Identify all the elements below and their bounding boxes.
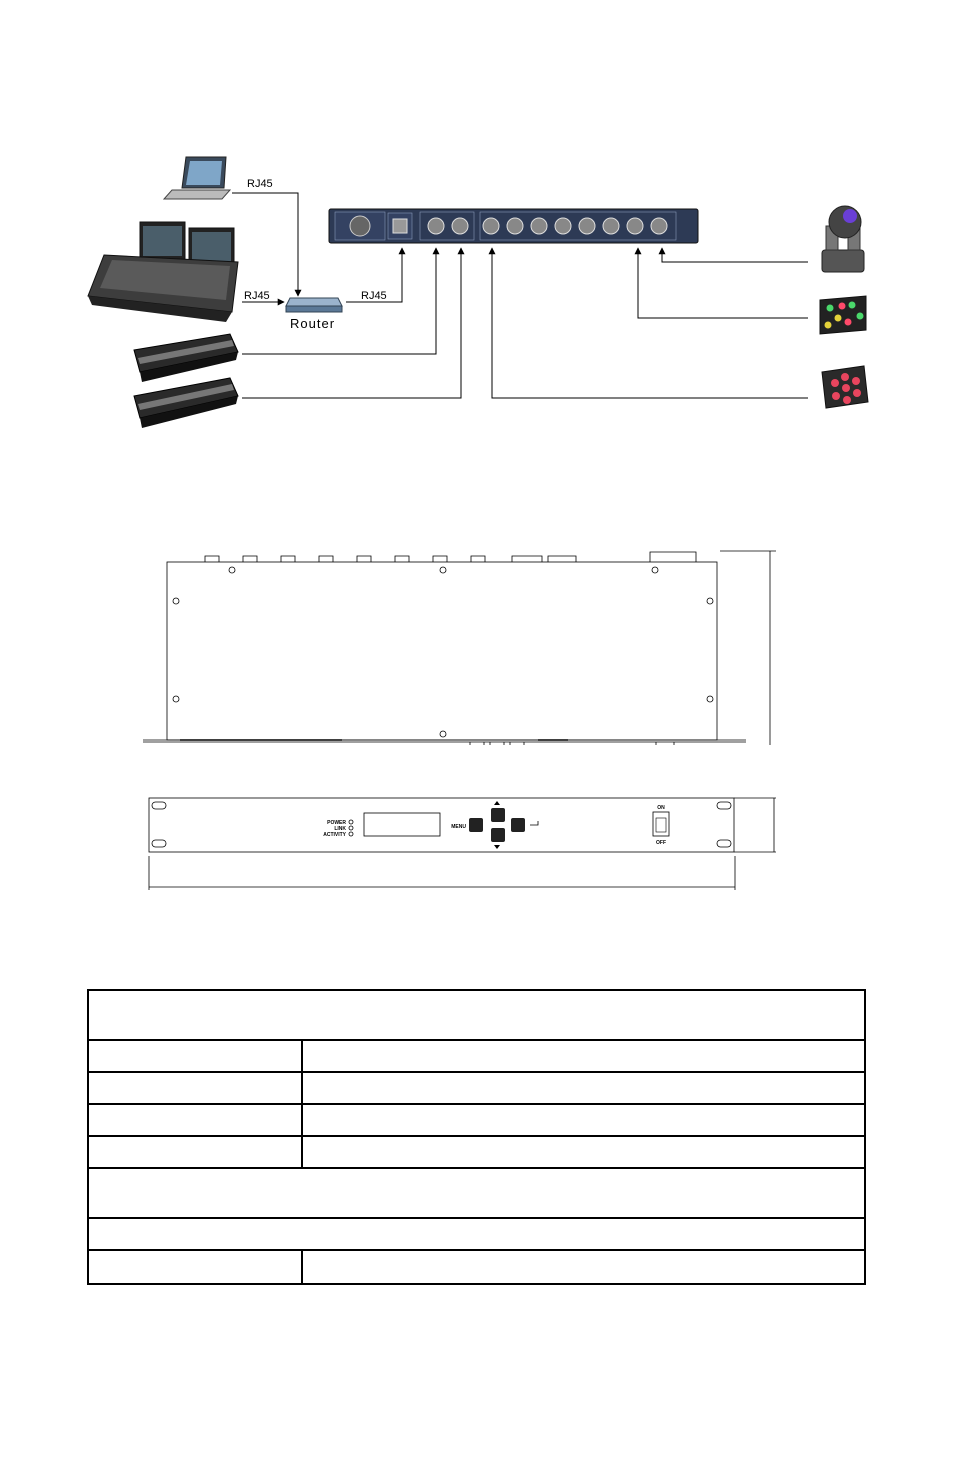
table-cell — [88, 990, 865, 1040]
indicator-label: ACTIVITY — [323, 832, 346, 838]
menu-label: MENU — [451, 824, 466, 830]
indicator-label: POWER — [327, 820, 346, 826]
table-row — [88, 1250, 865, 1284]
table-cell — [88, 1040, 302, 1072]
led-bar-fixture-icon — [820, 296, 866, 334]
router-label: Router — [290, 316, 336, 331]
table-cell — [88, 1072, 302, 1104]
lighting-console-icon — [88, 222, 238, 322]
table-cell — [302, 1040, 865, 1072]
switch-off-label: OFF — [656, 840, 666, 846]
par-light-icon — [822, 366, 868, 408]
table-cell — [302, 1072, 865, 1104]
rj45-label: RJ45 — [247, 178, 273, 190]
table-cell — [88, 1168, 865, 1218]
rj45-label: RJ45 — [244, 290, 270, 302]
table-cell — [302, 1104, 865, 1136]
table-cell — [302, 1136, 865, 1168]
indicator-label: LINK — [334, 826, 346, 832]
table-cell — [88, 1136, 302, 1168]
table-section-header — [88, 990, 865, 1040]
router-icon — [286, 298, 342, 312]
front-view-drawing — [0, 790, 954, 900]
table-cell — [88, 1218, 865, 1250]
table-cell — [302, 1250, 865, 1284]
dmx-controller-icon — [134, 378, 238, 428]
table-row — [88, 1040, 865, 1072]
rj45-label: RJ45 — [361, 290, 387, 302]
table-section-header — [88, 1168, 865, 1218]
moving-head-icon — [822, 206, 864, 272]
table-cell — [88, 1104, 302, 1136]
top-view-drawing — [0, 545, 954, 745]
laptop-icon — [164, 157, 230, 199]
switch-on-label: ON — [657, 805, 665, 811]
splitter-rear-panel — [329, 209, 698, 243]
connection-diagram — [0, 0, 954, 440]
nav-buttons — [469, 801, 538, 849]
table-row — [88, 1136, 865, 1168]
dmx-controller-icon — [134, 334, 238, 382]
table-row — [88, 1104, 865, 1136]
table-cell — [88, 1250, 302, 1284]
table-row — [88, 1218, 865, 1250]
table-row — [88, 1072, 865, 1104]
specification-table — [87, 989, 866, 1285]
